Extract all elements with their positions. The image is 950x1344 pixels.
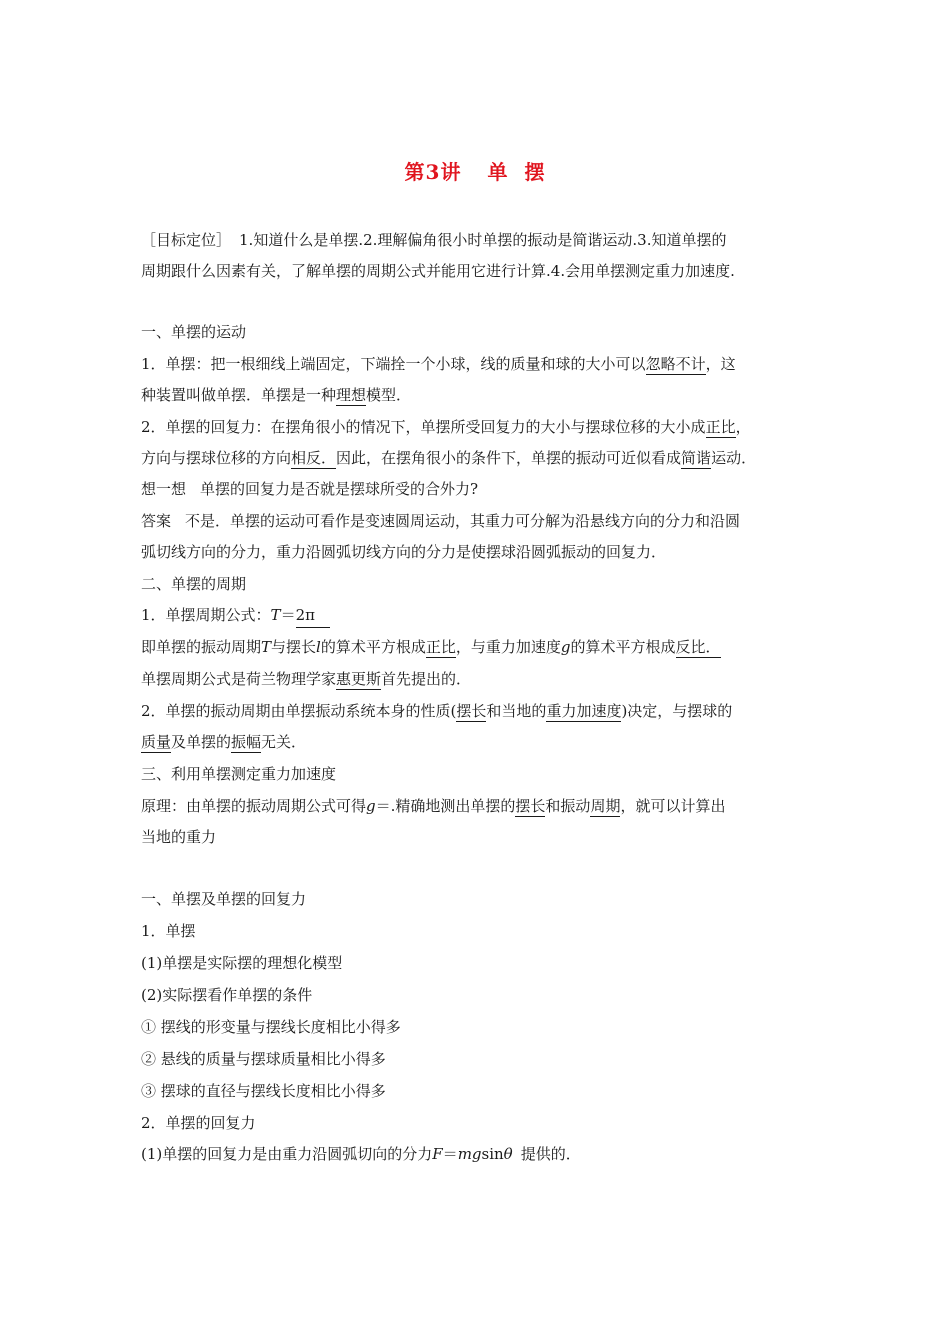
title-number: 第3讲 [404, 160, 462, 184]
list-item: ② 悬线的质量与摆球质量相比小得多 [141, 1050, 386, 1068]
list-item: (1)单摆的回复力是由重力沿圆弧切向的分力F＝mgsinθ 提供的． [141, 1145, 581, 1163]
list-item: 2．单摆的回复力 [141, 1114, 256, 1132]
answer-line-1: 答案 不是．单摆的运动可看作是变速圆周运动，其重力可分解为沿悬线方向的分力和沿圆 [141, 512, 741, 530]
paragraph-line: 当地的重力 [141, 828, 217, 846]
formula-line: 1．单摆周期公式：T＝2π [141, 604, 821, 628]
answer-label: 答案 [141, 512, 172, 530]
list-item: ③ 摆球的直径与摆线长度相比小得多 [141, 1082, 386, 1100]
blank-answer: 质量 [141, 733, 172, 751]
goals-line-1: ［目标定位］ 1.知道什么是单摆.2.理解偏角很小时单摆的振动是简谐运动.3.知道单摆的 [141, 231, 727, 249]
list-item: (1)单摆是实际摆的理想化模型 [141, 954, 343, 972]
blank-answer: 简谐 [681, 449, 712, 467]
blank-answer: 摆长 [456, 702, 487, 720]
paragraph-line: 方向与摆球位移的方向相反．因此，在摆角很小的条件下，单摆的振动可近似看成简谐运动． [141, 449, 757, 467]
list-item: ① 摆线的形变量与摆线长度相比小得多 [141, 1018, 401, 1036]
answer-line-2: 弧切线方向的分力，重力沿圆弧切线方向的分力是使摆球沿圆弧振动的回复力． [141, 543, 667, 561]
title-word-1: 单 [487, 160, 509, 184]
goals-line-2: 周期跟什么因素有关，了解单摆的周期公式并能用它进行计算.4.会用单摆测定重力加速度. [141, 262, 735, 280]
paragraph-line: 原理：由单摆的振动周期公式可得g＝.精确地测出单摆的摆长和振动周期，就可以计算出 [141, 797, 726, 815]
blank-answer: 重力加速度 [546, 702, 622, 720]
title-word-2: 摆 [524, 160, 546, 184]
section-heading: 一、单摆及单摆的回复力 [141, 890, 307, 908]
paragraph-line: 1．单摆：把一根细线上端固定，下端拴一个小球，线的质量和球的大小可以忽略不计，这 [141, 355, 736, 373]
blank-answer: 反比． [675, 638, 721, 656]
blank-answer: 振幅 [231, 733, 262, 751]
blank-answer: 周期 [590, 797, 621, 815]
blank-answer: 正比 [705, 418, 736, 436]
goals-label: ［目标定位］ [141, 231, 232, 249]
paragraph-line: 单摆周期公式是荷兰物理学家惠更斯首先提出的． [141, 670, 472, 688]
think-label: 想一想 [141, 480, 187, 498]
formula-blank: 2π [296, 604, 330, 628]
paragraph-line: 种装置叫做单摆．单摆是一种理想模型． [141, 386, 412, 404]
paragraph-line: 质量及单摆的振幅无关． [141, 733, 307, 751]
blank-answer: 惠更斯 [336, 670, 382, 688]
blank-answer: 忽略不计 [645, 355, 706, 373]
think-question: 想一想 单摆的回复力是否就是摆球所受的合外力? [141, 480, 479, 498]
paragraph-line: 2．单摆的振动周期由单摆振动系统本身的性质(摆长和当地的重力加速度)决定，与摆球的 [141, 702, 733, 720]
list-item: (2)实际摆看作单摆的条件 [141, 986, 313, 1004]
list-item: 1．单摆 [141, 922, 196, 940]
blank-answer: 摆长 [515, 797, 546, 815]
blank-answer: 相反． [291, 449, 337, 467]
blank-answer: 理想 [336, 386, 367, 404]
lecture-title [0, 158, 950, 186]
blank-answer: 正比 [425, 638, 456, 656]
section-heading: 三、利用单摆测定重力加速度 [141, 765, 337, 783]
section-heading: 一、单摆的运动 [141, 323, 247, 341]
section-heading: 二、单摆的周期 [141, 575, 247, 593]
paragraph-line: 2．单摆的回复力：在摆角很小的情况下，单摆所受回复力的大小与摆球位移的大小成正比， [141, 418, 751, 436]
paragraph-line: 即单摆的振动周期T与摆长l的算术平方根成正比，与重力加速度g的算术平方根成反比． [141, 638, 721, 656]
